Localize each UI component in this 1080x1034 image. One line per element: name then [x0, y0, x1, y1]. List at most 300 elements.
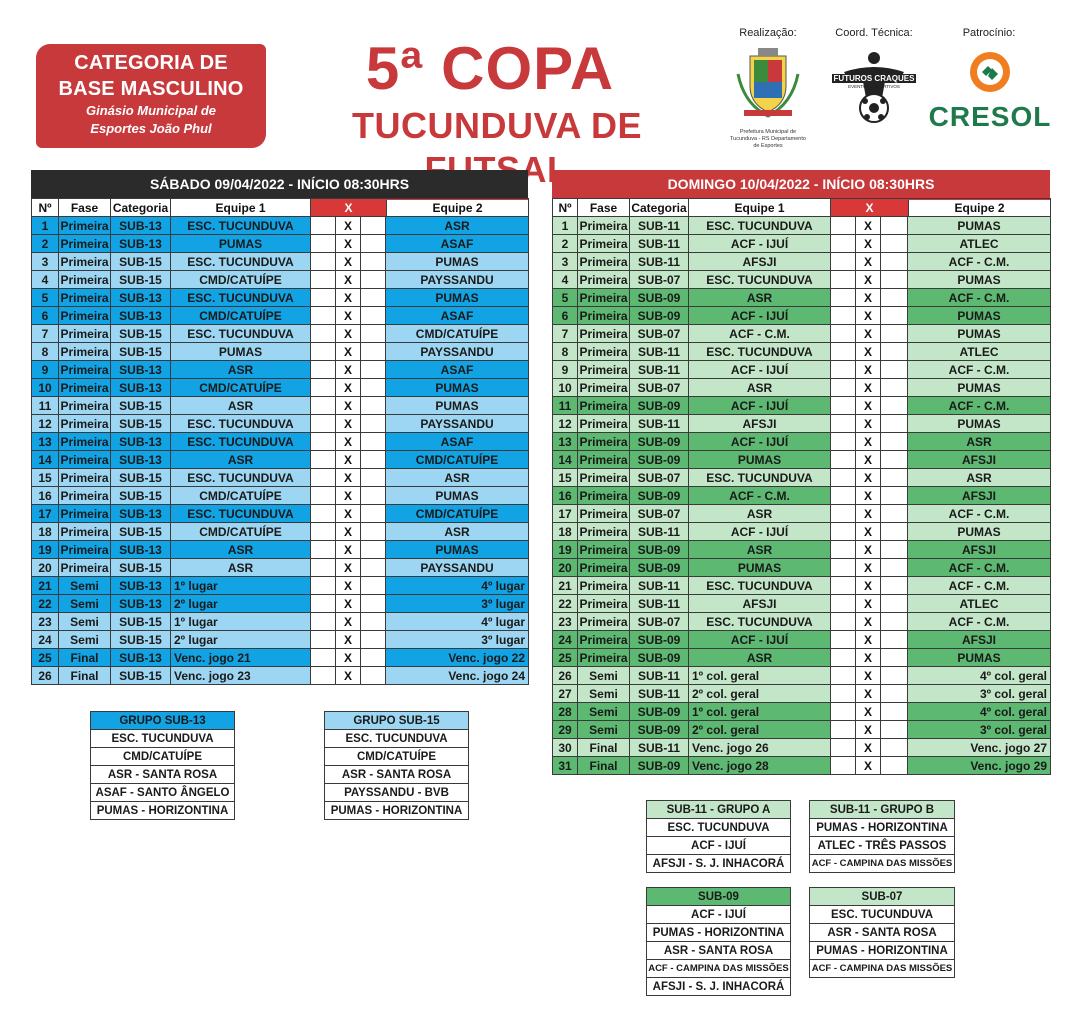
match-fase: Primeira — [60, 218, 109, 233]
col-header-fase: Fase — [59, 199, 111, 217]
group-sub15-title: GRUPO SUB-15 — [325, 712, 469, 730]
match-equipe2: PUMAS — [386, 379, 529, 397]
x-spacer — [831, 379, 856, 397]
x-spacer — [881, 307, 908, 325]
group-team: ESC. TUCUNDUVA — [91, 730, 235, 748]
x-spacer — [361, 487, 386, 505]
match-row — [553, 541, 1051, 559]
match-equipe1: ASR — [171, 397, 311, 415]
match-equipe2: PAYSSANDU — [386, 271, 529, 289]
match-number: 19 — [32, 541, 59, 559]
match-row — [32, 235, 529, 253]
prefeitura-caption: Prefeitura Municipal de Tucunduva - RS Departamento de Esportes — [730, 129, 806, 149]
match-equipe2: ACF - C.M. — [908, 361, 1051, 379]
match-equipe2: CMD/CATUÍPE — [386, 505, 529, 523]
match-equipe1: Venc. jogo 21 — [171, 649, 311, 667]
match-number: 9 — [553, 361, 578, 379]
match-row — [553, 559, 1051, 577]
match-equipe1: 2º col. geral — [689, 685, 831, 703]
group-team: ACF - CAMPINA DAS MISSÕES — [810, 855, 955, 873]
match-row — [553, 757, 1051, 775]
badge-line-3: Ginásio Municipal de — [85, 103, 217, 118]
match-number: 17 — [32, 505, 59, 523]
match-x: X — [336, 469, 361, 487]
match-fase: Primeira — [579, 632, 628, 647]
match-categoria: SUB-13 — [111, 379, 171, 397]
match-row — [553, 253, 1051, 271]
match-number: 2 — [32, 235, 59, 253]
match-row — [553, 739, 1051, 757]
match-equipe2: 3º lugar — [386, 631, 529, 649]
match-row — [553, 235, 1051, 253]
sunday-schedule-table — [552, 198, 1051, 775]
match-x: X — [856, 613, 881, 631]
match-categoria: SUB-09 — [630, 451, 689, 469]
match-equipe1: Venc. jogo 23 — [171, 667, 311, 685]
match-row — [32, 505, 529, 523]
x-spacer — [361, 235, 386, 253]
match-x: X — [856, 253, 881, 271]
match-equipe1: CMD/CATUÍPE — [171, 307, 311, 325]
x-spacer — [361, 451, 386, 469]
match-row — [553, 487, 1051, 505]
badge-line-1: CATEGORIA DE — [74, 52, 228, 74]
match-equipe1: ACF - IJUÍ — [689, 631, 831, 649]
match-equipe2: PUMAS — [908, 415, 1051, 433]
group-team: ACF - CAMPINA DAS MISSÕES — [647, 960, 791, 978]
match-x: X — [336, 271, 361, 289]
match-x: X — [336, 559, 361, 577]
match-categoria: SUB-11 — [630, 577, 689, 595]
match-equipe1: ESC. TUCUNDUVA — [171, 415, 311, 433]
match-categoria: SUB-07 — [630, 613, 689, 631]
match-equipe2: CMD/CATUÍPE — [386, 451, 529, 469]
match-number: 13 — [553, 433, 578, 451]
match-categoria: SUB-15 — [111, 613, 171, 631]
match-equipe1: AFSJI — [689, 253, 831, 271]
match-row — [32, 325, 529, 343]
match-x: X — [856, 343, 881, 361]
match-equipe2: AFSJI — [908, 631, 1051, 649]
x-spacer — [361, 271, 386, 289]
group-team: PUMAS - HORIZONTINA — [647, 924, 791, 942]
match-number: 26 — [32, 667, 59, 685]
match-x: X — [856, 433, 881, 451]
match-number: 25 — [553, 649, 578, 667]
match-fase: Final — [59, 667, 111, 685]
match-number: 9 — [32, 361, 59, 379]
x-spacer — [311, 343, 336, 361]
match-categoria: SUB-09 — [630, 721, 689, 739]
match-equipe2: PUMAS — [908, 217, 1051, 235]
match-x: X — [856, 307, 881, 325]
x-spacer — [311, 379, 336, 397]
match-equipe2: 3º col. geral — [908, 721, 1051, 739]
x-spacer — [831, 469, 856, 487]
group-sub07-box — [809, 887, 955, 978]
match-categoria: SUB-15 — [111, 397, 171, 415]
match-equipe2: ATLEC — [908, 235, 1051, 253]
match-equipe2: PUMAS — [908, 271, 1051, 289]
match-fase: Final — [578, 757, 630, 775]
match-x: X — [856, 721, 881, 739]
x-spacer — [881, 235, 908, 253]
match-x: X — [856, 361, 881, 379]
match-x: X — [856, 685, 881, 703]
x-spacer — [881, 667, 908, 685]
match-fase: Semi — [578, 721, 630, 739]
match-equipe1: 2º lugar — [171, 631, 311, 649]
match-row — [553, 415, 1051, 433]
group-sub15-box — [324, 711, 469, 820]
match-row — [553, 577, 1051, 595]
match-categoria: SUB-13 — [111, 541, 171, 559]
match-fase: Primeira — [60, 254, 109, 269]
match-equipe1: ACF - IJUÍ — [689, 433, 831, 451]
group-team: ACF - IJUÍ — [647, 837, 791, 855]
match-fase: Primeira — [579, 290, 628, 305]
group-team: PUMAS - HORIZONTINA — [325, 802, 469, 820]
match-number: 6 — [553, 307, 578, 325]
match-equipe2: PUMAS — [908, 307, 1051, 325]
match-equipe1: ASR — [171, 559, 311, 577]
x-spacer — [361, 217, 386, 235]
match-fase: Primeira — [579, 524, 628, 539]
match-row — [553, 721, 1051, 739]
match-number: 15 — [32, 469, 59, 487]
match-x: X — [336, 613, 361, 631]
match-equipe2: Venc. jogo 22 — [386, 649, 529, 667]
match-categoria: SUB-09 — [630, 649, 689, 667]
match-row — [553, 343, 1051, 361]
match-x: X — [856, 325, 881, 343]
group-team: PUMAS - HORIZONTINA — [810, 942, 955, 960]
group-team: PAYSSANDU - BVB — [325, 784, 469, 802]
match-number: 8 — [553, 343, 578, 361]
match-row — [32, 631, 529, 649]
match-fase: Primeira — [579, 650, 628, 665]
x-spacer — [881, 703, 908, 721]
match-number: 25 — [32, 649, 59, 667]
match-equipe1: ESC. TUCUNDUVA — [171, 505, 311, 523]
match-categoria: SUB-15 — [111, 487, 171, 505]
coat-of-arms-icon — [730, 44, 806, 124]
match-equipe1: ESC. TUCUNDUVA — [689, 217, 831, 235]
x-spacer — [881, 523, 908, 541]
x-spacer — [311, 271, 336, 289]
match-fase: Primeira — [60, 416, 109, 431]
match-categoria: SUB-11 — [630, 343, 689, 361]
match-equipe1: ESC. TUCUNDUVA — [689, 613, 831, 631]
x-spacer — [881, 649, 908, 667]
x-spacer — [881, 289, 908, 307]
x-spacer — [831, 721, 856, 739]
match-x: X — [336, 325, 361, 343]
match-fase: Primeira — [579, 398, 628, 413]
match-equipe1: PUMAS — [689, 451, 831, 469]
match-fase: Semi — [59, 595, 111, 613]
match-equipe2: PAYSSANDU — [386, 343, 529, 361]
x-spacer — [831, 649, 856, 667]
x-spacer — [881, 631, 908, 649]
match-x: X — [336, 397, 361, 415]
match-x: X — [336, 433, 361, 451]
x-spacer — [311, 289, 336, 307]
match-fase: Primeira — [579, 362, 628, 377]
match-x: X — [856, 397, 881, 415]
match-row — [553, 307, 1051, 325]
match-equipe1: ESC. TUCUNDUVA — [689, 469, 831, 487]
match-equipe2: PUMAS — [386, 487, 529, 505]
x-spacer — [311, 667, 336, 685]
col-header-number: Nº — [553, 199, 578, 217]
x-spacer — [311, 559, 336, 577]
match-equipe1: ACF - IJUÍ — [689, 361, 831, 379]
match-categoria: SUB-15 — [111, 271, 171, 289]
match-equipe1: ESC. TUCUNDUVA — [171, 469, 311, 487]
x-spacer — [361, 667, 386, 685]
x-spacer — [311, 631, 336, 649]
match-row — [32, 649, 529, 667]
prefeitura-logo — [730, 44, 806, 148]
match-x: X — [856, 577, 881, 595]
x-spacer — [881, 397, 908, 415]
match-x: X — [856, 631, 881, 649]
match-fase: Semi — [578, 685, 630, 703]
futuros-line-1: FUTUROS CRAQUES — [833, 74, 915, 83]
match-equipe1: ACF - C.M. — [689, 487, 831, 505]
match-row — [32, 577, 529, 595]
x-spacer — [361, 541, 386, 559]
col-header-categoria: Categoria — [111, 199, 171, 217]
x-spacer — [361, 631, 386, 649]
group-sub13-box — [90, 711, 235, 820]
x-spacer — [881, 487, 908, 505]
match-categoria: SUB-11 — [630, 253, 689, 271]
match-categoria: SUB-09 — [630, 703, 689, 721]
match-fase: Primeira — [579, 470, 628, 485]
x-spacer — [881, 739, 908, 757]
col-header-number: Nº — [32, 199, 59, 217]
x-spacer — [831, 739, 856, 757]
match-equipe2: ASAF — [386, 361, 529, 379]
group-team: CMD/CATUÍPE — [91, 748, 235, 766]
x-spacer — [831, 433, 856, 451]
match-categoria: SUB-15 — [111, 343, 171, 361]
match-number: 11 — [32, 397, 59, 415]
match-equipe1: ACF - IJUÍ — [689, 235, 831, 253]
match-equipe1: Venc. jogo 28 — [689, 757, 831, 775]
match-equipe2: Venc. jogo 24 — [386, 667, 529, 685]
match-categoria: SUB-09 — [630, 757, 689, 775]
match-equipe1: AFSJI — [689, 595, 831, 613]
match-row — [32, 559, 529, 577]
match-number: 23 — [553, 613, 578, 631]
match-categoria: SUB-11 — [630, 685, 689, 703]
match-row — [32, 361, 529, 379]
x-spacer — [831, 559, 856, 577]
match-categoria: SUB-11 — [630, 667, 689, 685]
match-fase: Semi — [578, 703, 630, 721]
match-equipe2: 4º lugar — [386, 613, 529, 631]
match-categoria: SUB-11 — [630, 523, 689, 541]
group-team: AFSJI - S. J. INHACORÁ — [647, 855, 791, 873]
saturday-caption: SÁBADO 09/04/2022 - INÍCIO 08:30HRS — [31, 170, 528, 198]
x-spacer — [311, 505, 336, 523]
match-categoria: SUB-07 — [630, 325, 689, 343]
match-number: 24 — [553, 631, 578, 649]
x-spacer — [361, 379, 386, 397]
x-spacer — [831, 703, 856, 721]
match-x: X — [856, 415, 881, 433]
x-spacer — [361, 469, 386, 487]
group-sub11a-box — [646, 800, 791, 873]
match-row — [553, 505, 1051, 523]
match-number: 20 — [32, 559, 59, 577]
x-spacer — [881, 361, 908, 379]
match-categoria: SUB-09 — [630, 307, 689, 325]
match-equipe1: ESC. TUCUNDUVA — [171, 289, 311, 307]
group-team: ASR - SANTA ROSA — [325, 766, 469, 784]
x-spacer — [311, 649, 336, 667]
match-number: 8 — [32, 343, 59, 361]
match-row — [553, 289, 1051, 307]
x-spacer — [311, 217, 336, 235]
match-x: X — [336, 379, 361, 397]
match-x: X — [336, 415, 361, 433]
match-equipe1: 1º lugar — [171, 577, 311, 595]
match-x: X — [856, 703, 881, 721]
x-spacer — [361, 307, 386, 325]
coord-tecnica-label: Coord. Técnica: — [835, 27, 913, 39]
match-categoria: SUB-13 — [111, 649, 171, 667]
match-fase: Final — [578, 739, 630, 757]
match-fase: Primeira — [579, 542, 628, 557]
match-fase: Primeira — [579, 560, 628, 575]
match-equipe1: ACF - IJUÍ — [689, 523, 831, 541]
x-spacer — [831, 343, 856, 361]
x-spacer — [881, 541, 908, 559]
group-team: ESC. TUCUNDUVA — [325, 730, 469, 748]
x-spacer — [831, 397, 856, 415]
match-fase: Primeira — [579, 254, 628, 269]
match-number: 4 — [553, 271, 578, 289]
match-number: 10 — [32, 379, 59, 397]
x-spacer — [881, 325, 908, 343]
badge-line-2: BASE MASCULINO — [58, 78, 244, 100]
match-equipe1: ESC. TUCUNDUVA — [171, 433, 311, 451]
match-categoria: SUB-11 — [630, 217, 689, 235]
x-spacer — [311, 595, 336, 613]
group-sub07-title: SUB-07 — [810, 888, 955, 906]
match-row — [553, 595, 1051, 613]
match-equipe1: ASR — [171, 361, 311, 379]
match-number: 10 — [553, 379, 578, 397]
match-equipe1: CMD/CATUÍPE — [171, 487, 311, 505]
match-number: 16 — [32, 487, 59, 505]
match-x: X — [336, 253, 361, 271]
x-spacer — [311, 397, 336, 415]
group-sub09-title: SUB-09 — [647, 888, 791, 906]
group-team: ASR - SANTA ROSA — [91, 766, 235, 784]
match-fase: Primeira — [579, 218, 628, 233]
match-x: X — [856, 469, 881, 487]
x-spacer — [361, 343, 386, 361]
match-number: 24 — [32, 631, 59, 649]
match-number: 12 — [553, 415, 578, 433]
match-categoria: SUB-09 — [630, 289, 689, 307]
match-x: X — [336, 595, 361, 613]
x-spacer — [361, 577, 386, 595]
match-row — [553, 433, 1051, 451]
match-number: 17 — [553, 505, 578, 523]
x-spacer — [361, 433, 386, 451]
col-header-fase: Fase — [578, 199, 630, 217]
x-spacer — [361, 613, 386, 631]
x-spacer — [311, 235, 336, 253]
match-categoria: SUB-13 — [111, 577, 171, 595]
x-spacer — [881, 343, 908, 361]
match-x: X — [856, 739, 881, 757]
match-number: 1 — [553, 217, 578, 235]
x-spacer — [311, 613, 336, 631]
match-x: X — [336, 235, 361, 253]
match-row — [32, 613, 529, 631]
match-x: X — [856, 523, 881, 541]
match-fase: Semi — [59, 613, 111, 631]
match-equipe2: ASR — [386, 469, 529, 487]
match-x: X — [856, 487, 881, 505]
x-spacer — [361, 361, 386, 379]
match-categoria: SUB-13 — [111, 595, 171, 613]
match-categoria: SUB-13 — [111, 307, 171, 325]
match-row — [553, 523, 1051, 541]
match-fase: Primeira — [60, 380, 109, 395]
x-spacer — [831, 289, 856, 307]
match-categoria: SUB-13 — [111, 235, 171, 253]
match-x: X — [336, 631, 361, 649]
match-number: 1 — [32, 217, 59, 235]
x-spacer — [831, 235, 856, 253]
match-fase: Semi — [578, 667, 630, 685]
match-equipe2: ACF - C.M. — [908, 577, 1051, 595]
col-header-x: X Equipe 2 — [831, 199, 1051, 217]
match-x: X — [856, 289, 881, 307]
match-equipe2: ASR — [386, 523, 529, 541]
futuros-line-2: EVENTOS ESPORTIVOS — [848, 84, 900, 89]
group-sub11b-box — [809, 800, 955, 873]
match-categoria: SUB-15 — [111, 415, 171, 433]
match-number: 14 — [32, 451, 59, 469]
x-spacer — [881, 469, 908, 487]
match-equipe2: ASR — [908, 469, 1051, 487]
match-row — [32, 397, 529, 415]
match-categoria: SUB-15 — [111, 667, 171, 685]
match-equipe2: PUMAS — [386, 289, 529, 307]
match-equipe2: ASAF — [386, 307, 529, 325]
match-fase: Primeira — [579, 506, 628, 521]
match-equipe1: PUMAS — [171, 343, 311, 361]
match-row — [32, 379, 529, 397]
match-equipe1: PUMAS — [689, 559, 831, 577]
x-spacer — [311, 433, 336, 451]
match-equipe2: 3º lugar — [386, 595, 529, 613]
match-categoria: SUB-07 — [630, 379, 689, 397]
match-equipe2: AFSJI — [908, 451, 1051, 469]
x-spacer — [881, 451, 908, 469]
x-spacer — [311, 541, 336, 559]
x-spacer — [831, 667, 856, 685]
